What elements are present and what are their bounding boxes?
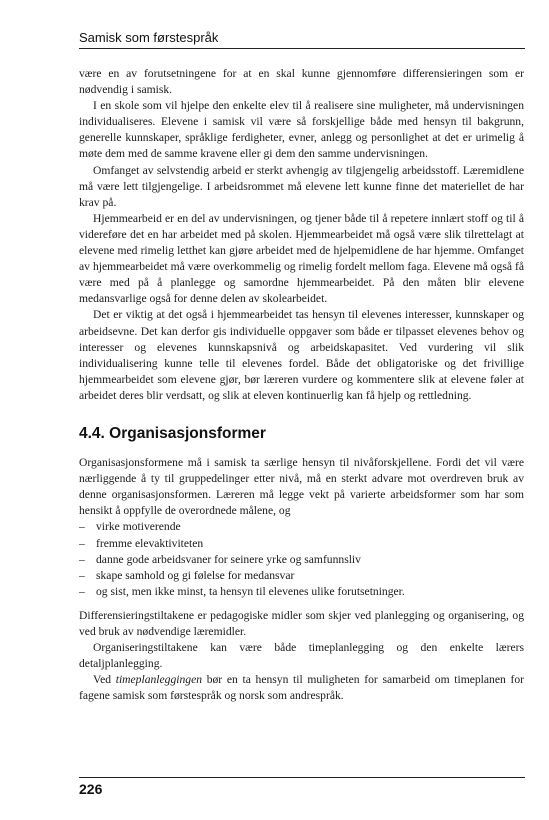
paragraph-timeplan: Ved timeplanleggingen bør en ta hensyn til muligheten for samarbeid om timeplanen for fagene samisk som førstespråk og norsk som andrespråk.: [79, 673, 524, 703]
paragraph: Det er viktig at det også i hjemmearbeidet tas hensyn til elevenes interesser, kunnskaper og arbeidsevne. Det kan derfor gis individuelle oppgaver som både er tilpasset elevenes behov og interesser og elevenes kunnskapsnivå og arbeidskapasitet. Ved vurdering vil slik individualisering kunne telle til elevenes fordel. Både det obligatoriske og det frivillige hjemmearbeidet som elevene gjør, bør læreren vurdere og kommentere slik at elevene føler at arbeidet deres blir verdsatt, og slik at eleven kontinuerlig kan få hjelp og rettledning.: [79, 308, 524, 402]
paragraph: Hjemmearbeid er en del av undervisningen, og tjener både til å repetere innlært stoff og til å videreføre det en har arbeidet med på skolen. Hjemmearbeidet må også være slik tilrettelagt at elevene med rimelig letthet kan gjøre arbeidet med de hjelpemidlene de har hjemme. Omfanget av hjemmearbeidet må være overkommelig og rimelig fordelt mellom faga. Elevene må også få være med på å planlegge og samordne hjemmearbeidet. På den måten blir elevene medansvarlige også for denne delen av skolearbeidet.: [79, 211, 524, 306]
page-number: 226: [79, 781, 103, 797]
header-rule: [79, 48, 525, 49]
paragraph: I en skole som vil hjelpe den enkelte elev til å realisere sine muligheter, må undervisningen individualiseres. Elevene i samisk vil være så forskjellige både med hensyn til bakgrunn, generelle kunnskaper, språklige ferdigheter, evner, anlegg og personlighet at det er urimelig å møte dem med de samme kravene eller gi dem den samme undervisningen.: [79, 99, 524, 161]
paragraph: være en av forutsetningene for at en skal kunne gjennomføre differensieringen som er nødvendig i samisk.: [79, 67, 524, 97]
dash-marker: –: [79, 552, 85, 566]
running-head: Samisk som førstespråk: [79, 30, 219, 45]
dash-marker: –: [79, 584, 85, 598]
section-heading: 4.4. Organisasjonsformer: [79, 424, 266, 442]
footer-rule: [79, 777, 525, 778]
dash-marker: –: [79, 536, 85, 550]
list-item: – fremme elevaktiviteten: [79, 536, 524, 552]
page-body: [79, 66, 524, 704]
emphasis: timeplanleggingen: [115, 673, 203, 687]
goals-list: [79, 519, 524, 599]
list-item: – virke motiverende: [79, 519, 524, 535]
paragraph: Omfanget av selvstendig arbeid er sterkt avhengig av tilgjengelig arbeidsstoff. Læremidlene må være lett tilgjengelige. I arbeidsrommet må elevene lett kunne finne det materiellet de har krav på.: [79, 163, 524, 209]
paragraph: Differensieringstiltakene er pedagogiske midler som skjer ved planlegging og organisering, og ved bruk av nødvendige læremidler.: [79, 608, 524, 638]
paragraph: Organiseringstiltakene kan være både timeplanlegging og den enkelte lærers detaljplanlegging.: [79, 641, 524, 671]
list-item: – skape samhold og gi følelse for medansvar: [79, 568, 524, 584]
dash-marker: –: [79, 520, 85, 534]
dash-marker: –: [79, 568, 85, 582]
section-lead: Organisasjonsformene må i samisk ta særlige hensyn til nivåforskjellene. Fordi det vil være nærliggende å ty til gruppedelinger etter nivå, må en sterkt advare mot overdreven bruk av denne organisasjonsformen. Læreren må legge vekt på varierte arbeidsformer som har som hensikt å oppfylle de overordnede målene, og: [79, 456, 524, 518]
list-item: – og sist, men ikke minst, ta hensyn til elevenes ulike forutsetninger.: [79, 584, 524, 600]
list-item: – danne gode arbeidsvaner for seinere yrke og samfunnsliv: [79, 552, 524, 568]
